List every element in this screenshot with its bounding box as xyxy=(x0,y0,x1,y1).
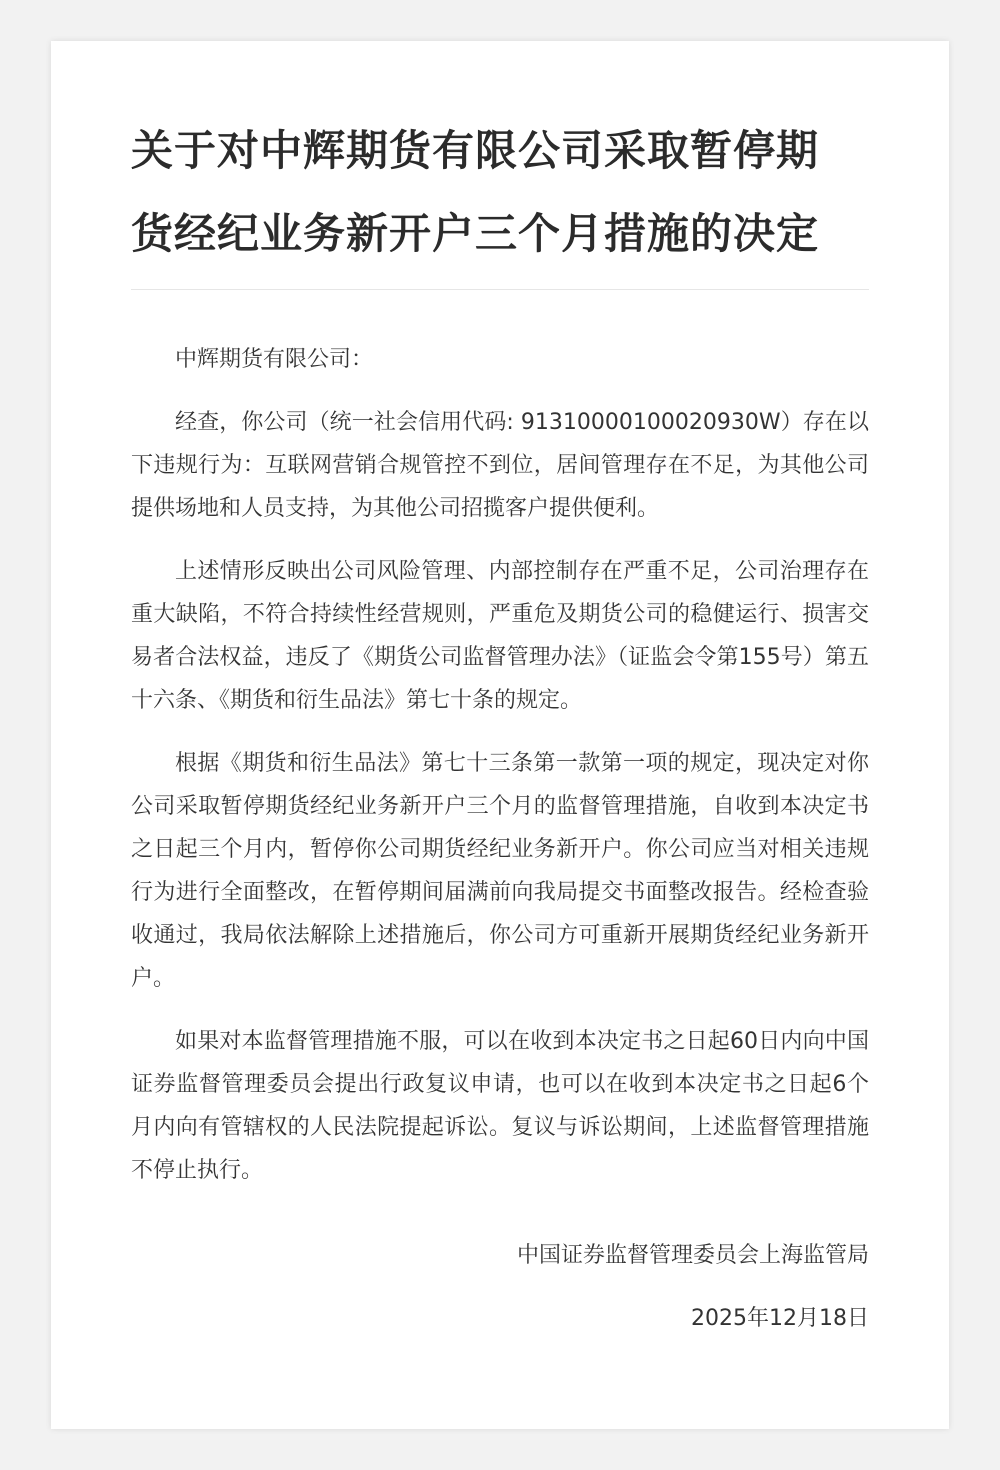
signature-date: 2025年12月18日 xyxy=(691,1306,869,1331)
paragraph-decision: 根据《期货和衍生品法》第七十三条第一款第一项的规定，现决定对你公司采取暂停期货经纪业务新开户三个月的监督管理措施，自收到本决定书之日起三个月内，暂停你公司期货经纪业务新开户。你公司应当对相关违规行为进行全面整改，在暂停期间届满前向我局提交书面整改报告。经检查验收通过，我局依法解除上述措施后，你公司方可重新开展期货经纪业务新开户。 xyxy=(131,751,869,991)
title-divider xyxy=(131,289,869,290)
signature-organization: 中国证券监督管理委员会上海监管局 xyxy=(516,1243,869,1268)
title-line-2: 货经纪业务新开户三个月措施的决定 xyxy=(131,209,820,258)
paragraph-violations: 上述情形反映出公司风险管理、内部控制存在严重不足，公司治理存在重大缺陷，不符合持续性经营规则，严重危及期货公司的稳健运行、损害交易者合法权益，违反了《期货公司监督管理办法》（证监会令第155号）第五十六条、《期货和衍生品法》第七十条的规定。 xyxy=(131,559,869,713)
salutation: 中辉期货有限公司： xyxy=(175,347,374,372)
paragraph-findings: 经查，你公司（统一社会信用代码: 91310000100020930W）存在以下违规行为：互联网营销合规管控不到位，居间管理存在不足，为其他公司提供场地和人员支持，为其他公司招揽客户提供便利。 xyxy=(131,410,869,521)
paragraph-appeal: 如果对本监督管理措施不服，可以在收到本决定书之日起60日内向中国证券监督管理委员会提出行政复议申请，也可以在收到本决定书之日起6个月内向有管辖权的人民法院提起诉讼。复议与诉讼期间，上述监督管理措施不停止执行。 xyxy=(131,1029,869,1183)
title-line-1: 关于对中辉期货有限公司采取暂停期 xyxy=(131,126,820,175)
document-title xyxy=(131,41,869,262)
document-page xyxy=(51,41,949,1429)
document-body xyxy=(131,338,869,1192)
